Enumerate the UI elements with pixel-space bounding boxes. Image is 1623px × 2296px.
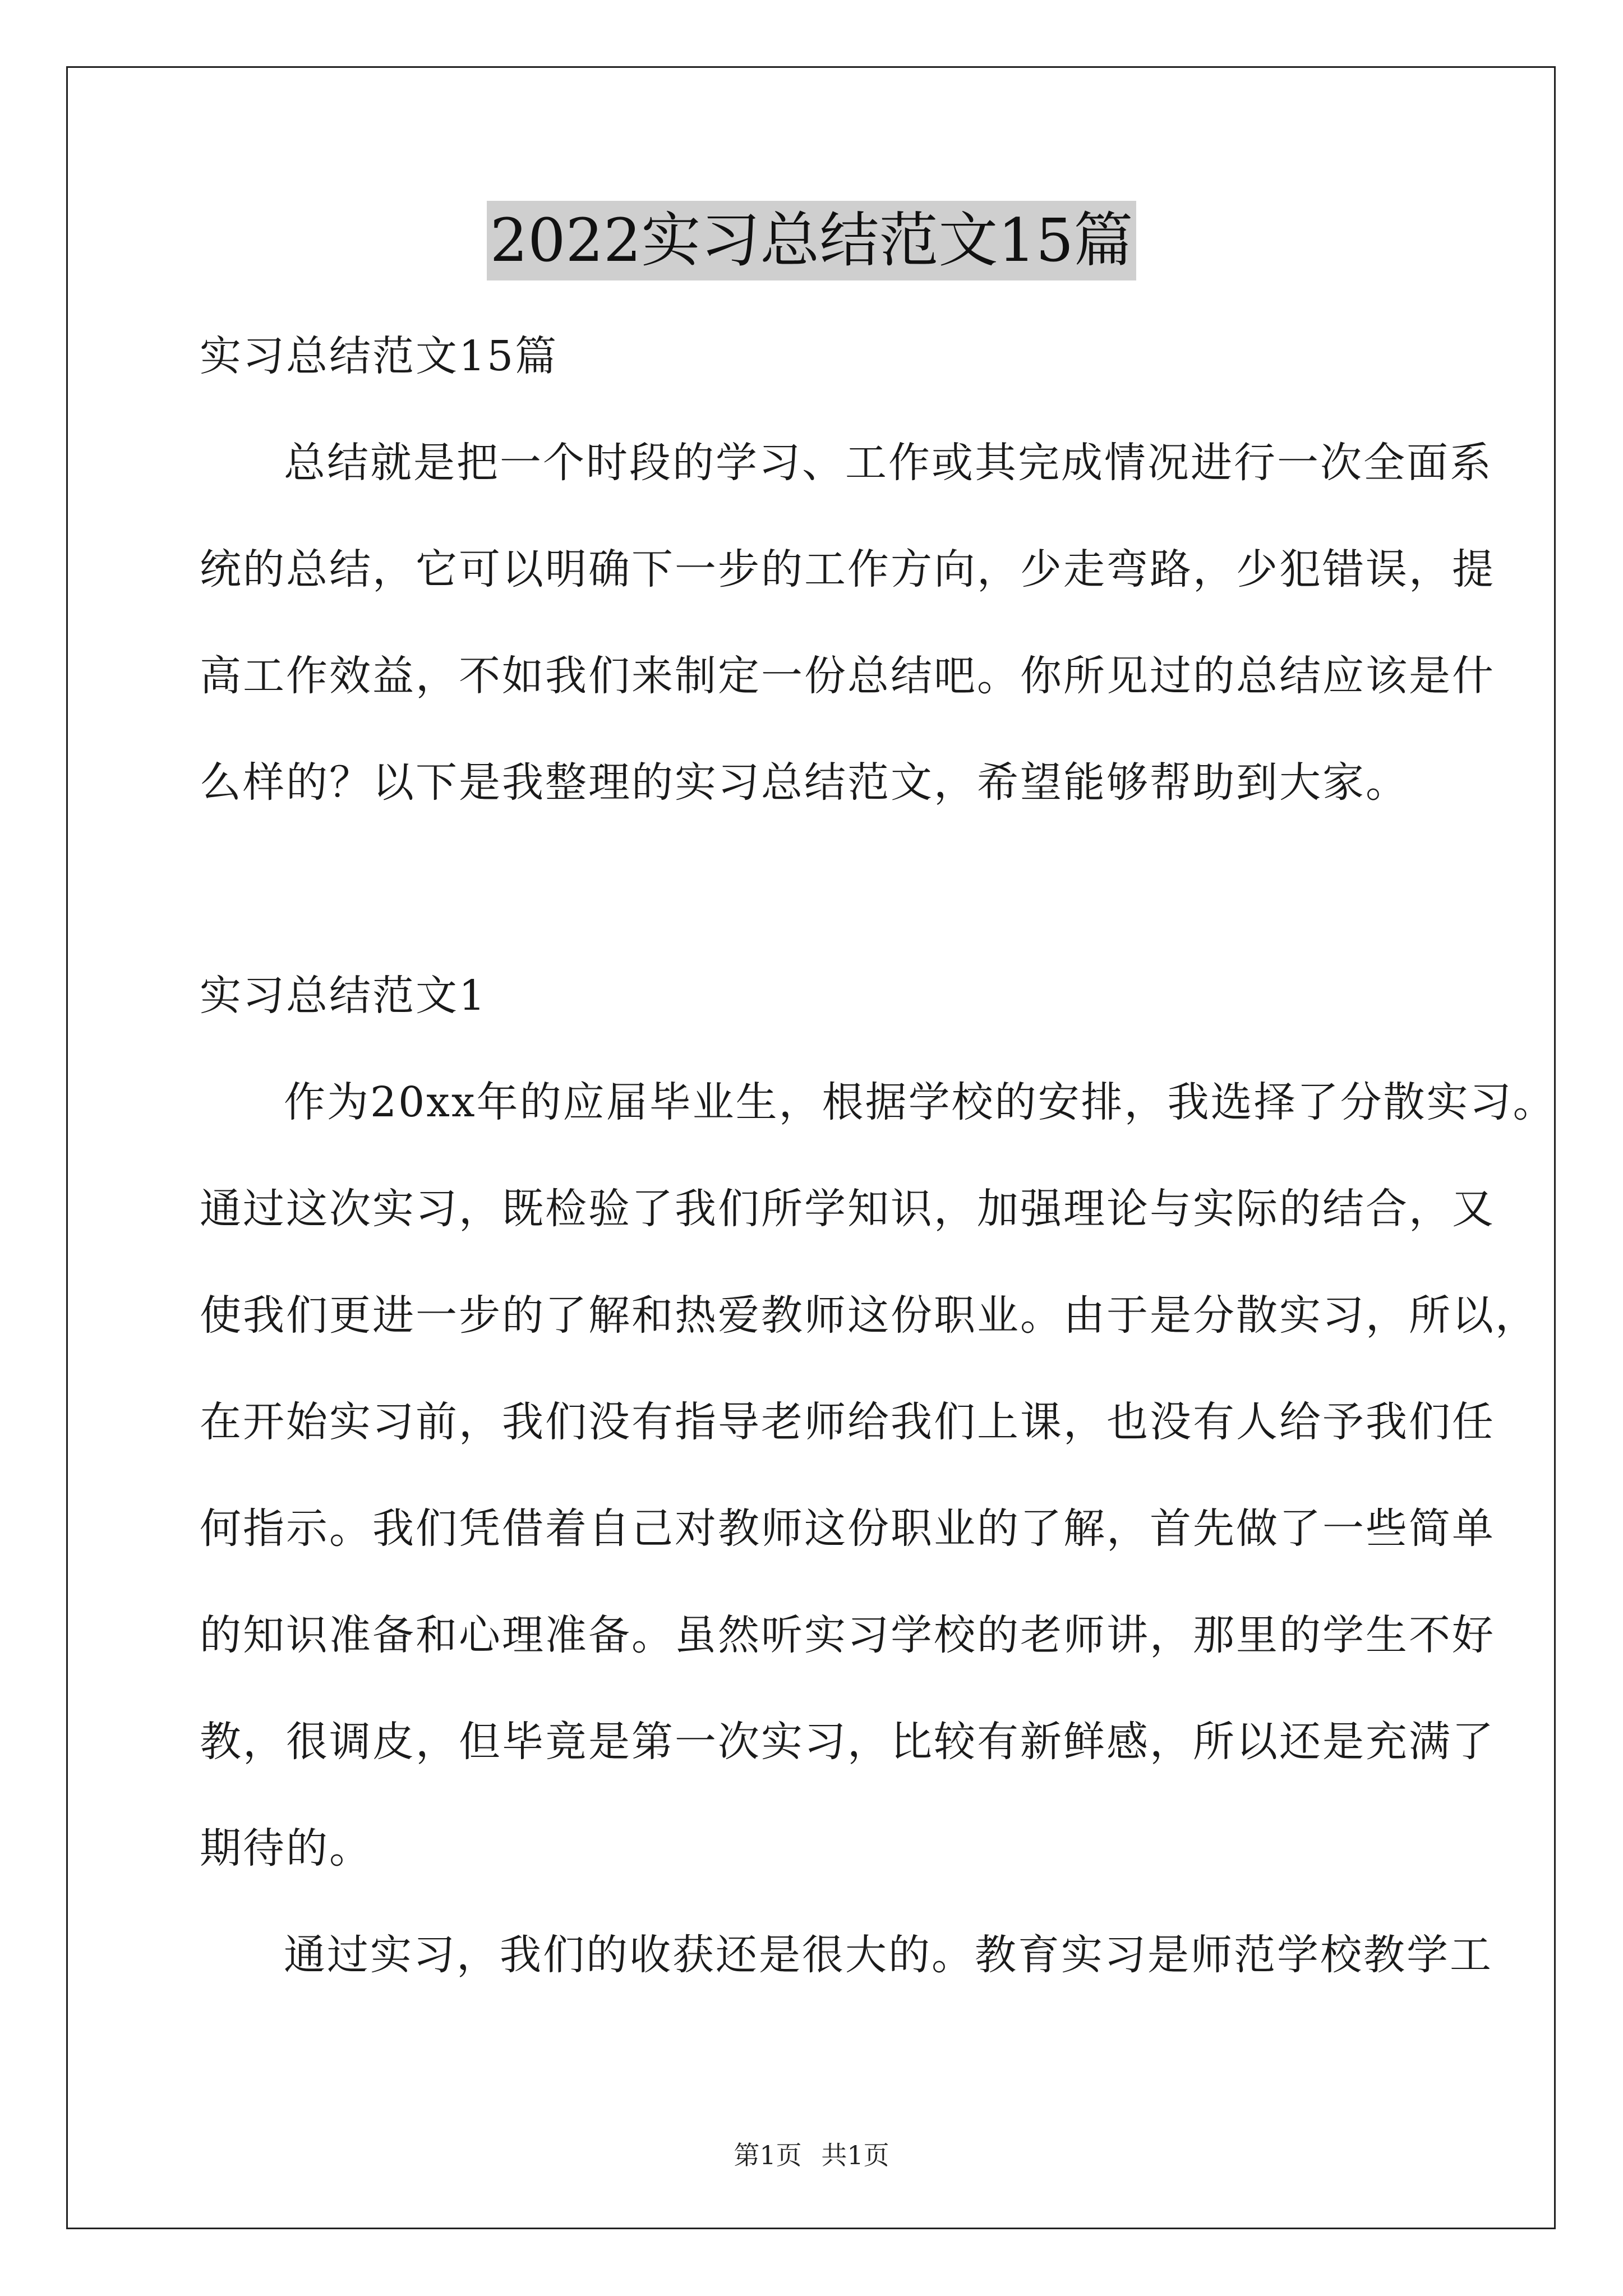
text-line: 在开始实习前，我们没有指导老师给我们上课，也没有人给予我们任 [200, 1398, 1495, 1446]
text-line: 期待的。 [200, 1824, 372, 1872]
text-line: 的知识准备和心理准备。虽然听实习学校的老师讲，那里的学生不好 [200, 1611, 1495, 1659]
text-line: 通过实习，我们的收获还是很大的。教育实习是师范学校教学工 [284, 1931, 1493, 1979]
text-line: 使我们更进一步的了解和热爱教师这份职业。由于是分散实习，所以， [200, 1291, 1538, 1340]
page-footer [0, 2135, 1623, 2172]
text-line: 么样的？以下是我整理的实习总结范文，希望能够帮助到大家。 [200, 758, 1409, 807]
blank-line [200, 836, 1460, 942]
text-line: 作为20xx年的应届毕业生，根据学校的安排，我选择了分散实习。 [284, 1078, 1556, 1126]
document-title: 2022实习总结范文15篇 [487, 201, 1137, 280]
page-number-current: 第1页 [734, 2140, 802, 2170]
text-line: 总结就是把一个时段的学习、工作或其完成情况进行一次全面系 [284, 439, 1493, 487]
page-number-total: 共1页 [821, 2140, 889, 2170]
text-line: 何指示。我们凭借着自己对教师这份职业的了解，首先做了一些简单 [200, 1504, 1495, 1553]
title-container [0, 201, 1623, 280]
document-body [200, 303, 1556, 2008]
text-line: 教，很调皮，但毕竟是第一次实习，比较有新鲜感，所以还是充满了 [200, 1718, 1495, 1766]
text-line: 高工作效益，不如我们来制定一份总结吧。你所见过的总结应该是什 [200, 652, 1495, 700]
text-line: 通过这次实习，既检验了我们所学知识，加强理论与实际的结合，又 [200, 1185, 1495, 1233]
text-line: 统的总结，它可以明确下一步的工作方向，少走弯路，少犯错误，提 [200, 545, 1495, 593]
text-line: 实习总结范文15篇 [200, 332, 559, 380]
section-heading: 实习总结范文1 [200, 972, 487, 1020]
